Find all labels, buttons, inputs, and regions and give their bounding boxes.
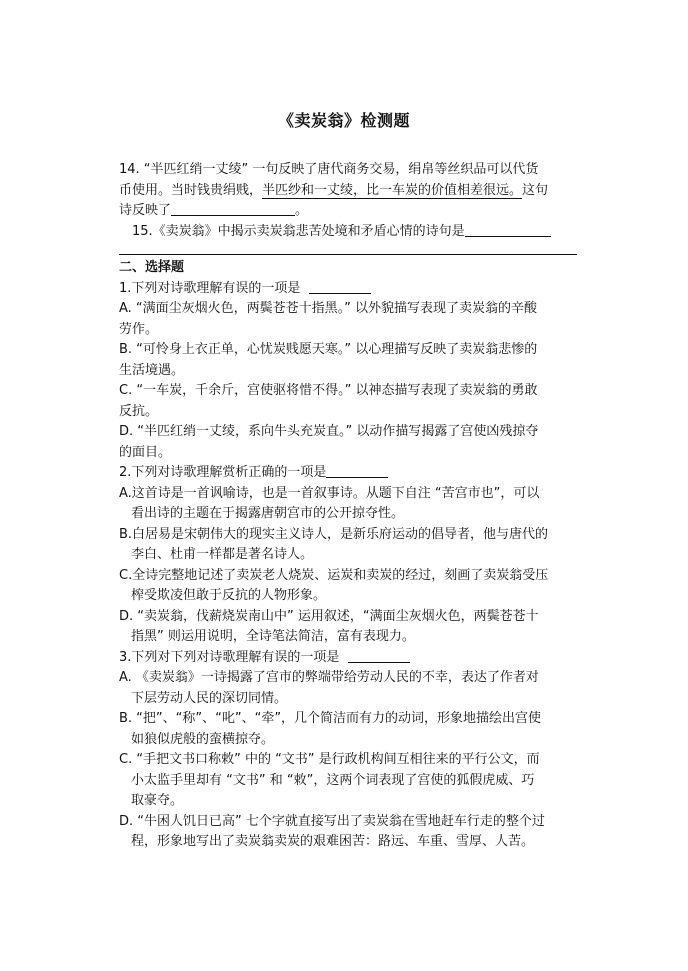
- mc1-option-d-cont: 的面目。: [119, 444, 172, 460]
- mc2-answer-blank[interactable]: [326, 463, 388, 478]
- q14-line-1: 14. “半匹红绡一丈绫” 一句反映了唐代商务交易，绢帛等丝织品可以代货: [119, 162, 539, 177]
- q14-answer-blank[interactable]: [171, 201, 295, 216]
- mc3-option-b-cont: 如狼似虎般的蛮横掠夺。: [131, 731, 275, 747]
- mc1-option-c-cont: 反抗。: [119, 403, 159, 419]
- mc2-option-a: A.这首诗是一首讽喻诗，也是一首叙事诗。从题下自注 “苦宫市也”，可以: [119, 485, 540, 501]
- mc2-stem-text: 2.下列对诗歌理解赏析正确的一项是: [119, 465, 327, 480]
- mc1-option-b-cont: 生活境遇。: [119, 362, 185, 378]
- mc1-option-b: B. “可怜身上衣正单，心忧炭贱愿天寒。” 以心理描写反映了卖炭翁悲惨的: [119, 342, 538, 357]
- q15-answer-line[interactable]: [119, 242, 577, 255]
- mc1-stem-text: 1.下列对诗歌理解有误的一项是: [119, 280, 301, 296]
- mc1-answer-blank[interactable]: [309, 279, 371, 294]
- mc2-option-c-cont: 榨受欺凌但敢于反抗的人物形象。: [131, 588, 327, 603]
- mc3-option-c-cont: 小太监手里却有 “文书” 和 “敕”，这两个词表现了宫使的狐假虎威、巧: [131, 772, 535, 788]
- mc2-stem: [119, 463, 579, 484]
- q14-text: 诗反映了: [119, 203, 172, 218]
- mc2-option-d-cont: 指黑” 则运用说明，全诗笔法简洁，富有表现力。: [131, 629, 415, 644]
- mc1-option-d: D. “半匹红绡一丈绫，系向牛头充炭直。” 以动作描写揭露了宫使凶残掠夺: [119, 424, 539, 439]
- mc3-option-d-cont: 程，形象地写出了卖炭翁卖炭的艰难困苦：路远、车重、雪厚、人苦。: [131, 834, 535, 849]
- mc3-option-d: D. “牛困人饥日已高” 七个字就直接写出了卖炭翁在雪地赶车行走的整个过: [119, 813, 545, 829]
- q15-text: 15.《卖炭翁》中揭示卖炭翁悲苦处境和矛盾心情的诗句是: [132, 223, 465, 239]
- q14-underlined-text: 半匹纱和一丈绫，比一车炭的价值相差很远。: [262, 182, 523, 198]
- q15-line-1: [119, 222, 579, 243]
- mc2-option-b: B.白居易是宋朝伟大的现实主义诗人，是新乐府运动的倡导者，他与唐代的: [119, 526, 549, 542]
- mc3-option-c-cont: 取豪夺。: [131, 793, 184, 808]
- mc3-option-a-cont: 下层劳动人民的深切同情。: [131, 690, 288, 706]
- mc2-option-b-cont: 李白、杜甫一样都是著名诗人。: [131, 547, 314, 562]
- page-title: 《卖炭翁》检测题: [277, 111, 410, 130]
- mc2-option-a-cont: 看出诗的主题在于揭露唐朝宫市的公开掠夺性。: [131, 506, 405, 521]
- mc3-stem-text: 3.下列对下列对诗歌理解有误的一项是: [119, 649, 340, 665]
- mc2-option-c: C.全诗完整地记述了卖炭老人烧炭、运炭和卖炭的经过，刻画了卖炭翁受压: [119, 567, 549, 583]
- mc1-option-a: A. “满面尘灰烟火色，两鬓苍苍十指黑。” 以外貌描写表现了卖炭翁的辛酸: [119, 301, 538, 316]
- document-body: [119, 160, 579, 853]
- mc3-option-a: A. 《卖炭翁》一诗揭露了宫市的弊端带给劳动人民的不幸，表达了作者对: [119, 670, 539, 685]
- mc3-option-b: B. “把”、“称”、“叱”、“牵”，几个简洁而有力的动词，形象地描绘出宫使: [119, 711, 542, 726]
- mc2-option-d: D. “卖炭翁，伐薪烧炭南山中” 运用叙述，“满面尘灰烟火色，两鬓苍苍十: [119, 608, 539, 624]
- mc3-option-c: C. “手把文书口称敕” 中的 “文书” 是行政机构间互相往来的平行公文，而: [119, 752, 540, 767]
- q14-text: 这句: [522, 182, 549, 198]
- section-heading: 二、选择题: [119, 260, 185, 275]
- q14-text: 。: [295, 203, 309, 218]
- mc3-stem: [119, 648, 579, 669]
- mc1-stem: [119, 279, 579, 300]
- q15-answer-blank[interactable]: [465, 222, 551, 237]
- q14-line-3: [119, 201, 579, 222]
- q14-text: 币使用。当时钱贵绢贱，: [119, 182, 263, 198]
- mc1-option-c: C. “一车炭，千余斤，宫使驱将惜不得。” 以神态描写表现了卖炭翁的勇敢: [119, 383, 538, 398]
- mc3-answer-blank[interactable]: [348, 648, 410, 663]
- mc1-option-a-cont: 劳作。: [119, 321, 159, 337]
- q14-line-2: [119, 181, 579, 202]
